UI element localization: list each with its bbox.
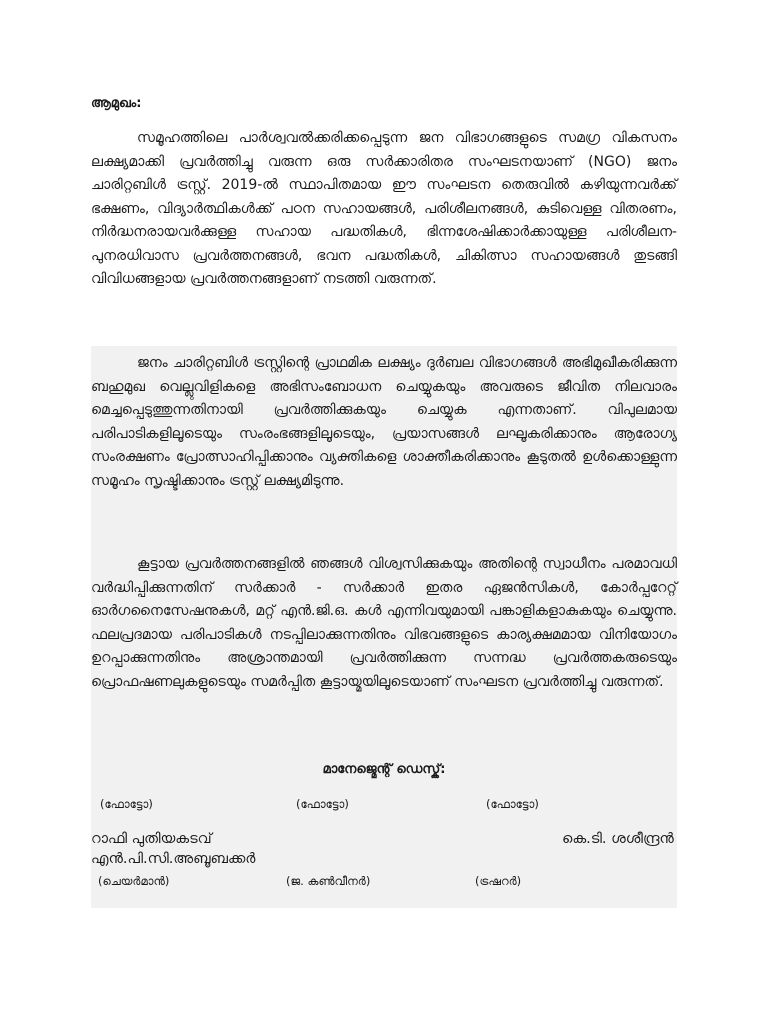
member-name-chairman: റാഫി പുതിയകടവ് — [91, 831, 212, 847]
collaboration-paragraph: കൂട്ടായ പ്രവർത്തനങ്ങളിൽ ഞങ്ങൾ വിശ്വസിക്കുകയും അതിന്റെ സ്വാധീനം പരമാവധി വർദ്ധിപ്പിക്കുന്നതിന് സർക്കാർ - സർക്കാർ ഇതര ഏജൻസികൾ, കോർപ്പറേറ്റ് ഓർഗനൈസേഷനുകൾ, മറ്റ് എൻ.ജി.ഒ. കൾ എന്നിവയുമായി പങ്കാളികളാകുകയും ചെയ്യുന്നു. ഫലപ്രദമായ പരിപാടികൾ നടപ്പിലാക്കുന്നതിനും വിഭവങ്ങളുടെ കാര്യക്ഷമമായ വിനിയോഗം ഉറപ്പാക്കുന്നതിനും അശ്രാന്തമായി പ്രവർത്തിക്കുന്ന സന്നദ്ധ പ്രവർത്തകരുടെയും പ്രൊഫഷണലുകളുടെയും സമർപ്പിത കൂട്ടായ്മയിലൂടെയാണ് സംഘടന പ്രവർത്തിച്ചു വരുന്നത്. — [91, 556, 677, 690]
intro-heading: ആമുഖം: — [91, 96, 142, 111]
role-treasurer: (ട്രഷറർ) — [475, 874, 522, 888]
photo-placeholder-3: (ഫോട്ടോ) — [486, 797, 539, 811]
photo-placeholder-2: (ഫോട്ടോ) — [296, 797, 349, 811]
photo-placeholder-1: (ഫോട്ടോ) — [100, 797, 153, 811]
member-name-treasurer: കെ.ടി. ശശീന്ദ്രൻ — [562, 831, 674, 847]
management-desk-title: മാനേജ്മെന്റ് ഡെസ്ക്: — [322, 762, 446, 777]
intro-paragraph: സമൂഹത്തിലെ പാർശ്വവൽക്കരിക്കപ്പെടുന്ന ജന വിഭാഗങ്ങളുടെ സമഗ്ര വികസനം ലക്ഷ്യമാക്കി പ്രവർത്തിച്ചു വരുന്ന ഒരു സർക്കാരിതര സംഘടനയാണ് (NGO) ജനം ചാരിറ്റബിൾ ട്രസ്റ്റ്. 2019-ൽ സ്ഥാപിതമായ ഈ സംഘടന തെരുവിൽ കഴിയുന്നവർക്ക് ഭക്ഷണം, വിദ്യാർത്ഥികൾക്ക് പഠന സഹായങ്ങൾ, പരിശീലനങ്ങൾ, കുടിവെള്ള വിതരണം, നിർദ്ധനരായവർക്കുള്ള സഹായ പദ്ധതികൾ, ഭിന്നശേഷിക്കാർക്കായുള്ള പരിശീലന-പുനരധിവാസ പ്രവർത്തനങ്ങൾ, ഭവന പദ്ധതികൾ, ചികിത്സാ സഹായങ്ങൾ തുടങ്ങി വിവിധങ്ങളായ പ്രവർത്തനങ്ങളാണ് നടത്തി വരുന്നത്. — [91, 130, 677, 287]
member-name-convener: എൻ.പി.സി.അബൂബക്കർ — [91, 851, 256, 867]
role-convener: (ജ. കൺവീനർ) — [286, 874, 371, 888]
role-chairman: (ചെയർമാൻ) — [98, 874, 170, 888]
mission-paragraph: ജനം ചാരിറ്റബിൾ ട്രസ്റ്റിന്റെ പ്രാഥമിക ലക്ഷ്യം ദുർബല വിഭാഗങ്ങൾ അഭിമുഖീകരിക്കുന്ന ബഹുമുഖ വെല്ലുവിളികളെ അഭിസംബോധന ചെയ്യുകയും അവരുടെ ജീവിത നിലവാരം മെച്ചപ്പെടുത്തുന്നതിനായി പ്രവർത്തിക്കുകയും ചെയ്യുക എന്നതാണ്. വിപുലമായ പരിപാടികളിലൂടെയും സംരംഭങ്ങളിലൂടെയും, പ്രയാസങ്ങൾ ലഘൂകരിക്കാനും ആരോഗ്യ സംരക്ഷണം പ്രോത്സാഹിപ്പിക്കാനും വ്യക്തികളെ ശാക്തീകരിക്കാനും കൂടുതൽ ഉൾക്കൊള്ളുന്ന സമൂഹം സൃഷ്ടിക്കാനും ട്രസ്റ്റ് ലക്ഷ്യമിടുന്നു. — [91, 355, 677, 489]
